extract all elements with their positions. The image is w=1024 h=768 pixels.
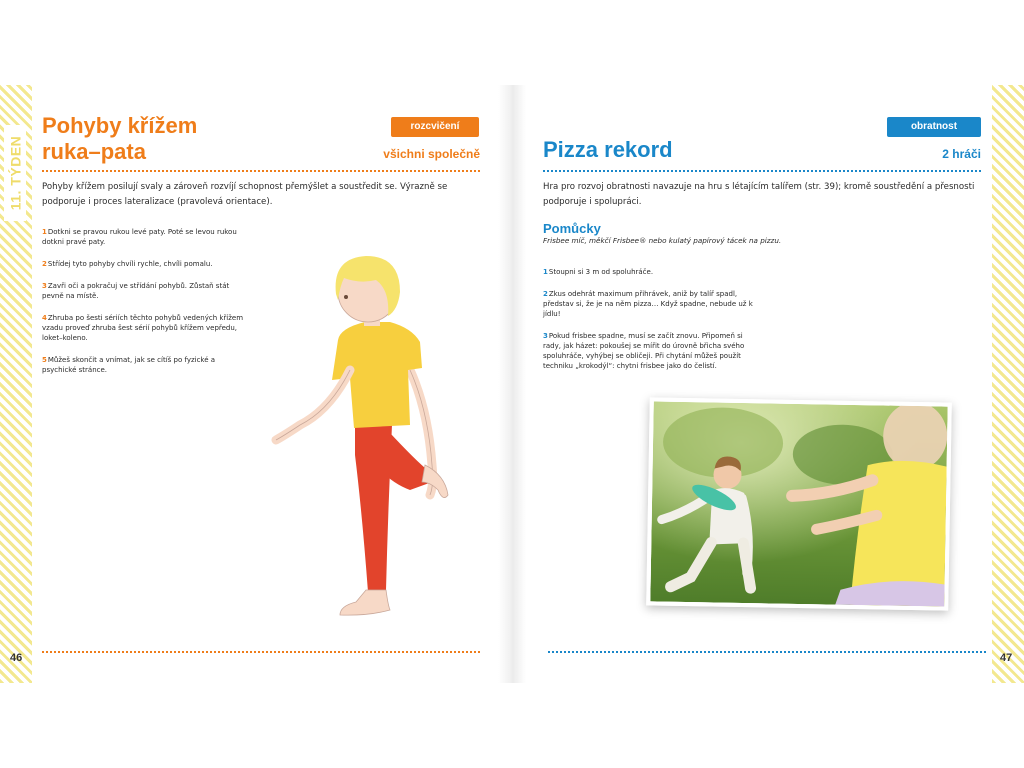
step-text: Střídej tyto pohyby chvíli rychle, chvíli pomalu. [47, 260, 213, 268]
right-intro-text: Hra pro rozvoj obratnosti navazuje na hru s létajícím talířem (str. 39); kromě soustředění a přesnosti podporuje i spolupráci. [543, 182, 975, 207]
step-text: Stoupni si 3 m od spoluhráče. [548, 268, 654, 276]
step-text: Pokud frisbee spadne, musí se začít znovu. Připomeň si rady, jak házet: pokoušej se mířit do úrovně břicha svého spoluhráče, vyhýbej se obličeji. Při chytání můžeš použít techniku „krokodýl“: chytni frisbee jako do čelistí. [543, 332, 745, 370]
page-number-left: 46 [10, 652, 23, 664]
list-item [42, 259, 247, 269]
step-number: 1 [42, 228, 47, 236]
page-number-right: 47 [1000, 652, 1013, 664]
left-top-divider [42, 170, 480, 172]
step-text: Zavři oči a pokračuj ve střídání pohybů. Zůstaň stát pevně na místě. [42, 282, 230, 300]
list-item [543, 331, 758, 371]
left-players-label: všichni společně [383, 147, 480, 161]
right-steps-list [543, 267, 758, 383]
left-title-line1: Pohyby křížem [42, 113, 198, 138]
step-text: Dotkni se pravou rukou levé paty. Poté se levou rukou dotkni pravé paty. [42, 228, 237, 246]
step-number: 2 [543, 290, 548, 298]
step-number: 5 [42, 356, 47, 364]
category-badge-warmup: rozcvičení [391, 117, 479, 137]
step-text: Zhruba po šesti sériích těchto pohybů vedených křížem vzadu proveď zhruba šest sérií pohybů křížem vepředu, loket–koleno. [42, 314, 244, 342]
supplies-heading: Pomůcky [543, 221, 601, 236]
step-number: 4 [42, 314, 47, 322]
frisbee-photo-image [650, 401, 947, 606]
week-label [4, 125, 26, 221]
step-number: 3 [543, 332, 548, 340]
step-text: Můžeš skončit a vnímat, jak se cítíš po fyzické a psychické stránce. [42, 356, 216, 374]
step-number: 2 [42, 260, 47, 268]
step-text: Zkus odehrát maximum přihrávek, aniž by talíř spadl, představ si, že je na něm pizza… Když spadne, nebude už k jídlu! [543, 290, 753, 318]
left-bottom-divider [42, 651, 480, 653]
right-page-title: Pizza rekord [543, 137, 673, 162]
book-gutter [498, 85, 526, 683]
left-title-line2: ruka–pata [42, 139, 146, 164]
right-top-divider [543, 170, 981, 172]
left-steps-list [42, 227, 247, 387]
list-item [42, 313, 247, 343]
child-exercise-illustration [260, 250, 460, 630]
right-decorative-stripe [992, 85, 1024, 683]
list-item [543, 267, 758, 277]
supplies-text: Frisbee míč, měkčí Frisbee® nebo kulatý papírový tácek na pizzu. [543, 236, 782, 245]
week-label-text: 11. TÝDEN [7, 135, 23, 211]
frisbee-photo [646, 397, 952, 610]
right-bottom-divider [548, 651, 986, 653]
right-players-label: 2 hráči [942, 147, 981, 161]
list-item [42, 355, 247, 375]
list-item [42, 281, 247, 301]
list-item [42, 227, 247, 247]
left-page-title [42, 113, 302, 165]
step-number: 1 [543, 268, 548, 276]
category-badge-agility: obratnost [887, 117, 981, 137]
list-item [543, 289, 758, 319]
left-intro-text: Pohyby křížem posilují svaly a zároveň rozvíjí schopnost přemýšlet a soustředit se. Výrazně se podporuje i proces lateralizace (pravolevá orientace). [42, 182, 448, 207]
step-number: 3 [42, 282, 47, 290]
